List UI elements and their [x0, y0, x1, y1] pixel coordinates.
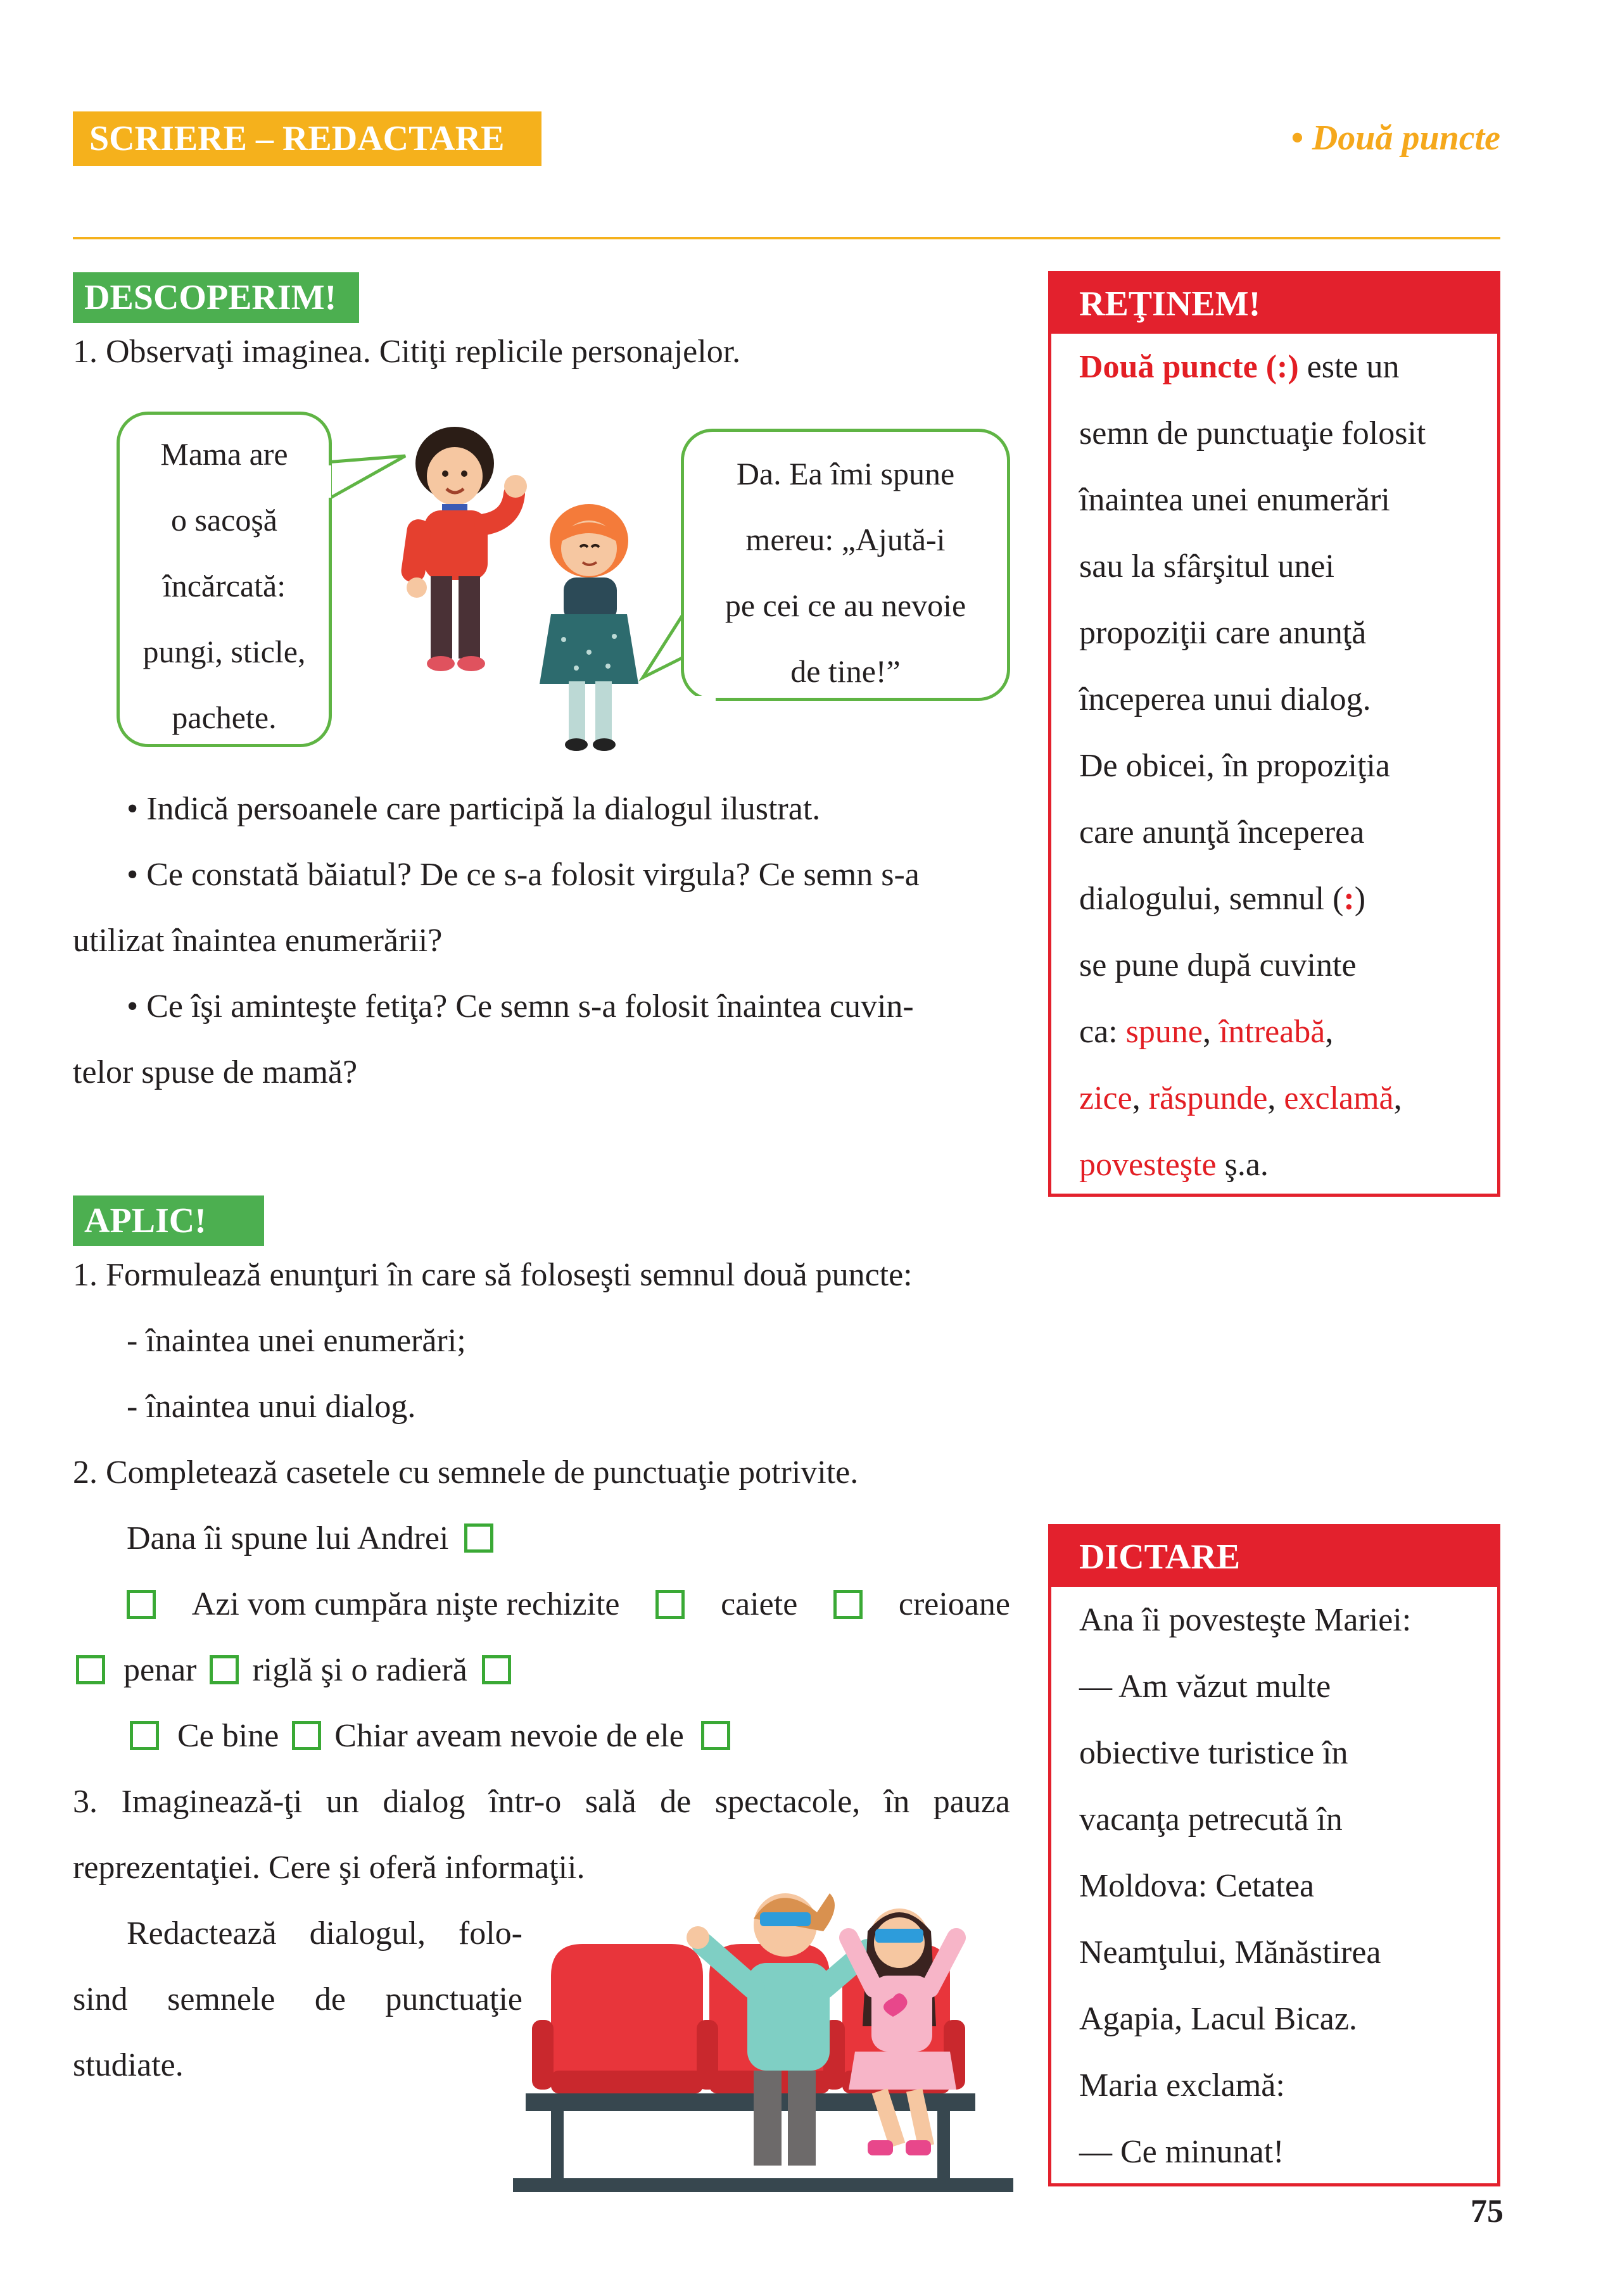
remember-title: REŢINEM!	[1051, 274, 1497, 334]
remember-line: semn de punctuaţie folosit	[1079, 415, 1426, 451]
remember-line: începerea unui dialog.	[1079, 681, 1371, 717]
punctuation-checkbox[interactable]	[482, 1655, 511, 1684]
girl-illustration	[526, 500, 665, 754]
dictation-line: Neamţului, Mănăstirea	[1079, 1934, 1381, 1971]
ex2-text: Dana îi spune lui Andrei	[127, 1520, 449, 1556]
ex2-line-3	[76, 1637, 511, 1703]
punctuation-checkbox[interactable]	[464, 1523, 493, 1553]
discover-bullet: • Indică persoanele care participă la dialogul ilustrat.	[127, 791, 821, 827]
remember-line: sau la sfârşitul unei	[1079, 548, 1334, 584]
ex2-text: Ce bine	[177, 1718, 279, 1754]
example-word: zice	[1079, 1080, 1132, 1116]
punctuation-checkbox[interactable]	[127, 1590, 156, 1619]
remember-text: ş.a.	[1216, 1147, 1269, 1183]
example-word: întreabă	[1219, 1014, 1326, 1050]
apply-ex3: 3. Imaginează-ţi un dialog într-o sală de spectacole, în pauza	[73, 1784, 1010, 1820]
dictation-box	[1048, 1524, 1500, 2186]
dictation-line: vacanţa petrecută în	[1079, 1801, 1343, 1838]
topic-title: • Două puncte	[1291, 118, 1500, 158]
apply-ex3-cont: reprezentaţiei. Cere şi oferă informaţii.	[73, 1850, 585, 1886]
apply-tag: APLIC!	[73, 1195, 264, 1246]
apply-ex2: 2. Completează casetele cu semnele de punctuaţie potrivite.	[73, 1454, 859, 1491]
bubble-girl-line: Da. Ea îmi spune	[736, 456, 955, 491]
remember-text: dialogului, semnul (	[1079, 881, 1344, 917]
discover-bullet-cont: telor spuse de mamă?	[73, 1054, 358, 1090]
cinema-seats-illustration	[513, 1868, 1013, 2210]
dictation-body	[1051, 1587, 1497, 2185]
ex2-line-2	[127, 1572, 1010, 1637]
section-banner: SCRIERE – REDACTARE	[73, 111, 541, 166]
remember-colon: :	[1343, 881, 1355, 917]
bubble-girl-line: pe cei ce au nevoie	[725, 588, 966, 623]
discover-q1: 1. Observaţi imaginea. Citiţi replicile personajelor.	[73, 334, 741, 370]
dictation-title: DICTARE	[1051, 1527, 1497, 1587]
remember-body	[1051, 334, 1497, 1198]
dictation-line: Maria exclamă:	[1079, 2067, 1285, 2104]
remember-line: care anunţă începerea	[1079, 814, 1365, 850]
punctuation-checkbox[interactable]	[210, 1655, 239, 1684]
punctuation-checkbox[interactable]	[130, 1721, 159, 1750]
punctuation-checkbox[interactable]	[292, 1721, 321, 1750]
discover-bullet-cont: utilizat înaintea enumerării?	[73, 923, 443, 959]
dictation-line: — Am văzut multe	[1079, 1668, 1331, 1705]
remember-line	[1079, 334, 1497, 400]
ex2-text: caiete	[721, 1586, 798, 1622]
dictation-line: obiective turistice în	[1079, 1735, 1348, 1771]
remember-line: se pune după cuvinte	[1079, 947, 1357, 983]
ex2-text: penar	[123, 1652, 197, 1688]
apply-ex1-item: - înaintea unei enumerări;	[127, 1323, 466, 1359]
ex2-text: riglă şi o radieră	[252, 1652, 467, 1688]
apply-ex1-item: - înaintea unui dialog.	[127, 1389, 416, 1425]
bubble-boy-line: încărcată:	[162, 568, 286, 603]
remember-line: ca: spune, întreabă,	[1079, 1014, 1334, 1050]
page-number: 75	[1471, 2193, 1504, 2230]
example-word: exclamă	[1284, 1080, 1394, 1116]
ex2-line-4	[130, 1703, 730, 1769]
bubble-girl-line: de tine!”	[790, 653, 901, 689]
remember-text: ca:	[1079, 1014, 1126, 1050]
remember-box	[1048, 271, 1500, 1197]
apply-ex1: 1. Formulează enunţuri în care să foloseşti semnul două puncte:	[73, 1257, 913, 1293]
apply-ex3-task: Redactează dialogul, folo-	[127, 1915, 522, 1952]
ex2-text: creioane	[898, 1586, 1010, 1622]
discover-tag: DESCOPERIM!	[73, 272, 359, 323]
boy-illustration	[380, 418, 545, 678]
remember-line: De obicei, în propoziţia	[1079, 748, 1390, 784]
bubble-boy-line: Mama are	[160, 436, 288, 472]
punctuation-checkbox[interactable]	[655, 1590, 685, 1619]
example-word: răspunde	[1148, 1080, 1268, 1116]
example-word: povesteşte	[1079, 1147, 1217, 1183]
bubble-boy-line: pachete.	[172, 700, 277, 735]
bubble-boy-line: pungi, sticle,	[142, 634, 306, 669]
remember-line: zice, răspunde, exclamă,	[1079, 1080, 1402, 1116]
example-word: spune	[1125, 1014, 1203, 1050]
discover-bullet: • Ce îşi aminteşte fetiţa? Ce semn s-a folosit înaintea cuvin-	[127, 988, 914, 1025]
bubble-boy-line: o sacoşă	[171, 502, 277, 538]
remember-text: )	[1354, 881, 1366, 917]
remember-line	[1079, 866, 1497, 932]
dictation-line: Ana îi povesteşte Mariei:	[1079, 1602, 1412, 1638]
apply-ex3-task: studiate.	[73, 2047, 184, 2083]
punctuation-checkbox[interactable]	[701, 1721, 730, 1750]
ex2-text: Chiar aveam nevoie de ele	[334, 1718, 684, 1754]
remember-term: Două puncte (:)	[1079, 349, 1299, 385]
remember-line: înaintea unei enumerări	[1079, 482, 1390, 518]
dictation-line: Agapia, Lacul Bicaz.	[1079, 2001, 1357, 2037]
remember-text: este un	[1298, 349, 1400, 385]
ex2-text: Azi vom cumpăra nişte rechizite	[191, 1586, 620, 1622]
ex2-line-1	[127, 1506, 493, 1572]
punctuation-checkbox[interactable]	[833, 1590, 863, 1619]
discover-bullet: • Ce constată băiatul? De ce s-a folosit virgula? Ce semn s-a	[127, 857, 920, 893]
punctuation-checkbox[interactable]	[76, 1655, 105, 1684]
dictation-line: — Ce minunat!	[1079, 2134, 1284, 2170]
dictation-line: Moldova: Cetatea	[1079, 1868, 1315, 1904]
bubble-girl-line: mereu: „Ajută-i	[745, 522, 946, 557]
remember-line: propoziţii care anunţă	[1079, 615, 1367, 651]
apply-ex3-task: sind semnele de punctuaţie	[73, 1981, 522, 2017]
remember-line	[1079, 1132, 1497, 1198]
